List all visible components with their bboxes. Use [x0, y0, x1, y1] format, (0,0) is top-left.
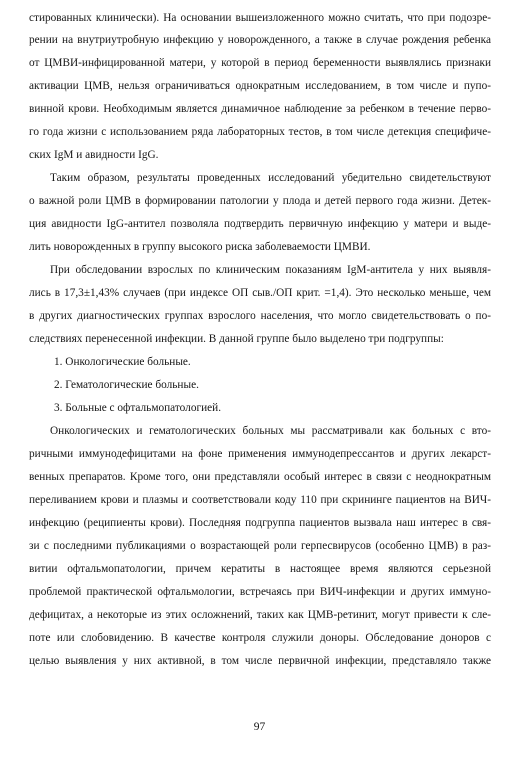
text-line: лить новорожденных в группу высокого риска заболеваемости ЦМВИ.: [29, 241, 371, 253]
text-line: лись в 17,3±1,43% случаев (при индексе ОП сыв./ОП крит. =1,4). Это несколько меньше, чем: [29, 287, 491, 299]
list-item: 1. Онкологические больные.: [54, 356, 191, 368]
text-line: дефицитах, а некоторые из этих осложнений, таких как ЦМВ-ретинит, могут привести к сле-: [29, 609, 491, 621]
text-line: инфекцию (реципиенты крови). Последняя подгруппа пациентов вызвала наш интерес в свя-: [29, 517, 491, 529]
text-line: активации ЦМВ, нельзя ограничиваться однократным исследованием, в том числе и пупо-: [29, 80, 491, 92]
text-line: переливанием крови и плазмы и соответствовали коду 110 при скрининге пациентов на ВИЧ-: [29, 494, 491, 506]
text-line: целью выявления у них активной, в том числе первичной инфекции, представляло также: [29, 655, 491, 667]
text-line: поте или слобовидению. В качестве контроля служили доноры. Обследование доноров с: [29, 632, 491, 644]
text-line: зи с последними публикациями о возрастающей роли герпесвирусов (особенно ЦМВ) в раз-: [29, 540, 491, 552]
text-line: следствиях перенесенной инфекции. В данной группе было выделено три подгруппы:: [29, 333, 444, 345]
text-line: ских IgM и авидности IgG.: [29, 149, 159, 161]
text-line: от ЦМВИ-инфицированной матери, у которой в период беременности выявлялись признаки: [29, 57, 491, 69]
list-item: 3. Больные с офтальмопатологией.: [54, 402, 222, 414]
text-line: в других диагностических группах взрослого населения, что могло свидетельствовать о по-: [29, 310, 491, 322]
text-line: венных препаратов. Кроме того, они представляли особый интерес в связи с неоднократным: [29, 471, 491, 483]
text-line: го года жизни с использованием ряда лабораторных тестов, в том числе детекция специфиче-: [29, 126, 491, 138]
text-line: рении на внутриутробную инфекцию у новорожденного, а также в случае рождения ребенка: [29, 34, 491, 46]
text-line: о важной роли ЦМВ в формировании патологии у плода и детей первого года жизни. Детек-: [29, 195, 491, 207]
text-line: ричными иммунодефицитами на фоне применения иммунодепрессантов и других лекарст-: [29, 448, 491, 460]
text-line: При обследовании взрослых по клиническим показаниям IgM-антитела у них выявля-: [50, 264, 491, 276]
text-line: Таким образом, результаты проведенных исследований убедительно свидетельствуют: [50, 172, 491, 184]
text-line: стированных клинически). На основании вышеизложенного можно считать, что при подозре-: [29, 12, 491, 24]
text-line: проблемой практической офтальмологии, встречаясь при ВИЧ-инфекции и других иммуно-: [29, 586, 491, 598]
page-number: 97: [253, 721, 266, 733]
text-line: Онкологических и гематологических больных мы рассматривали как больных с вто-: [50, 425, 491, 437]
text-line: ция авидности IgG-антител позволяла подтвердить первичную инфекцию у матери и выде-: [29, 218, 491, 230]
text-line: витии офтальмопатологии, причем кератиты в настоящее время являются серьезной: [29, 563, 491, 575]
list-item: 2. Гематологические больные.: [54, 379, 199, 391]
text-line: винной крови. Необходимым является динамичное наблюдение за ребенком в течение перво-: [29, 103, 491, 115]
